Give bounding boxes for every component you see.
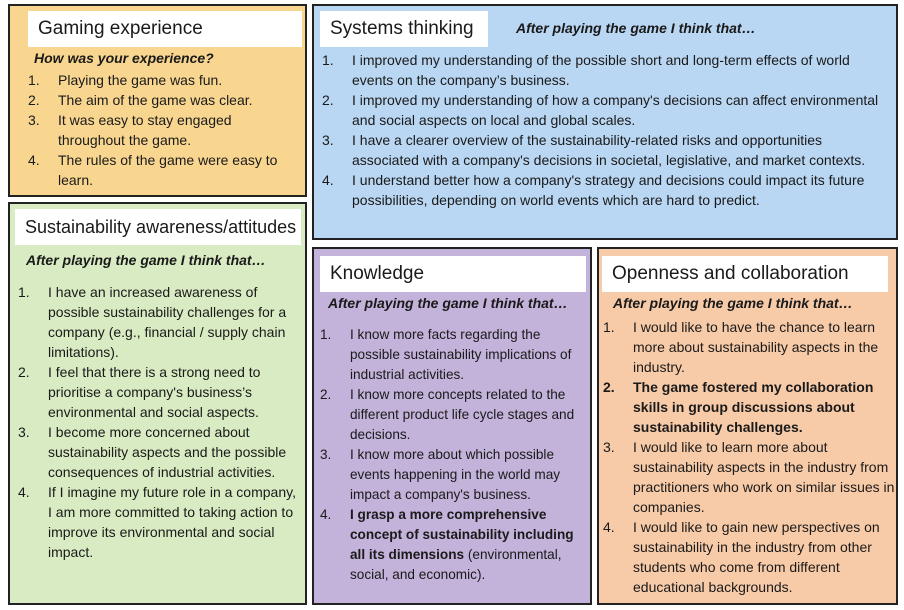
list-item xyxy=(18,482,298,562)
list-item xyxy=(28,90,300,110)
item-number: 3. xyxy=(603,439,615,455)
item-number: 2. xyxy=(322,92,334,108)
item-text: I become more concerned about sustainability aspects and the possible consequences of industrial activities. xyxy=(48,424,287,480)
list-item xyxy=(603,517,895,597)
list-item xyxy=(320,325,592,385)
item-list xyxy=(18,282,298,562)
item-list xyxy=(322,50,886,210)
list-item xyxy=(603,437,895,517)
item-text: I would like to learn more about sustainability aspects in the industry from practitioners who work on similar issues in companies. xyxy=(633,439,895,515)
list-item xyxy=(322,170,886,210)
list-item xyxy=(18,362,298,422)
item-text: It was easy to stay engaged throughout the game. xyxy=(58,112,232,148)
list-item xyxy=(320,385,592,445)
item-number: 2. xyxy=(320,387,332,402)
item-text: I have a clearer overview of the sustainability-related risks and opportunities associated with a company's decisions in societal, legislative, and market contexts. xyxy=(352,132,866,168)
list-item xyxy=(320,505,592,585)
item-text: The game fostered my collaboration skills in group discussions about sustainability challenges. xyxy=(633,379,874,435)
item-list xyxy=(28,70,300,190)
item-number: 4. xyxy=(603,519,615,535)
panel-sustainability-awareness xyxy=(8,202,307,605)
item-text: I improved my understanding of how a company's decisions can affect environmental and social aspects on local and global scales. xyxy=(352,92,879,128)
item-number: 1. xyxy=(320,327,332,342)
item-text: I understand better how a company's strategy and decisions could impact its future possibilities, depending on world events which are hard to predict. xyxy=(352,172,865,208)
item-text: I know more facts regarding the possible sustainability implications of industrial activities. xyxy=(350,327,572,382)
panel-subtitle: After playing the game I think that… xyxy=(26,252,266,268)
item-number: 3. xyxy=(18,424,30,440)
item-number: 1. xyxy=(603,319,615,335)
panel-gaming-experience xyxy=(8,4,307,197)
item-text: I would like to gain new perspectives on sustainability in the industry from other students who come from different educational backgrounds. xyxy=(633,519,880,595)
panel-subtitle: How was your experience? xyxy=(34,50,214,66)
list-item xyxy=(18,422,298,482)
item-number: 2. xyxy=(18,364,30,380)
list-item xyxy=(322,130,886,170)
item-number: 3. xyxy=(28,112,40,128)
panel-subtitle: After playing the game I think that… xyxy=(516,20,756,36)
item-number: 1. xyxy=(18,284,30,300)
item-text: I improved my understanding of the possible short and long-term effects of world events on the company’s business. xyxy=(352,52,850,88)
item-number: 4. xyxy=(322,172,334,188)
item-number: 3. xyxy=(320,447,332,462)
list-item xyxy=(28,70,300,90)
panel-title: Gaming experience xyxy=(28,11,302,47)
item-text: I feel that there is a strong need to prioritise a company's business’s environmental and social aspects. xyxy=(48,364,261,420)
panel-title: Sustainability awareness/attitudes xyxy=(15,209,301,245)
item-text: The aim of the game was clear. xyxy=(58,92,253,108)
list-item xyxy=(322,90,886,130)
item-text: Playing the game was fun. xyxy=(58,72,223,88)
item-number: 2. xyxy=(603,379,615,395)
panel-subtitle: After playing the game I think that… xyxy=(613,295,853,311)
list-item xyxy=(18,282,298,362)
item-number: 4. xyxy=(320,507,332,522)
list-item xyxy=(320,445,592,505)
panel-title: Openness and collaboration xyxy=(602,256,888,292)
item-list xyxy=(320,325,592,585)
item-text: I have an increased awareness of possible sustainability challenges for a company (e.g., financial / supply chain limitations). xyxy=(48,284,287,360)
item-number: 2. xyxy=(28,92,40,108)
list-item xyxy=(28,110,300,150)
panel-openness-collaboration xyxy=(597,247,898,605)
item-number: 4. xyxy=(28,152,40,168)
panel-title: Systems thinking xyxy=(320,11,488,47)
item-list xyxy=(603,317,895,597)
item-number: 4. xyxy=(18,484,30,500)
panel-title: Knowledge xyxy=(320,256,586,292)
item-number: 1. xyxy=(322,52,334,68)
list-item xyxy=(322,50,886,90)
list-item xyxy=(28,150,300,190)
item-text: If I imagine my future role in a company, I am more committed to taking action to improve its environmental and social impact. xyxy=(48,484,296,560)
list-item xyxy=(603,317,895,377)
panel-systems-thinking xyxy=(312,4,898,240)
item-text-bold: I grasp a more comprehensive concept of sustainability including all its dimensions xyxy=(350,507,574,562)
list-item xyxy=(603,377,895,437)
item-number: 1. xyxy=(28,72,40,88)
item-text: (environmental, social, and economic). xyxy=(350,547,562,582)
item-text: I know more concepts related to the different product life cycle stages and decisions. xyxy=(350,387,575,442)
panel-knowledge xyxy=(312,247,592,605)
item-text: The rules of the game were easy to learn. xyxy=(58,152,278,188)
item-number: 3. xyxy=(322,132,334,148)
panel-subtitle: After playing the game I think that… xyxy=(328,295,568,311)
item-text: I know more about which possible events happening in the world may impact a company's business. xyxy=(350,447,561,502)
item-text: I would like to have the chance to learn more about sustainability aspects in the industry. xyxy=(633,319,879,375)
